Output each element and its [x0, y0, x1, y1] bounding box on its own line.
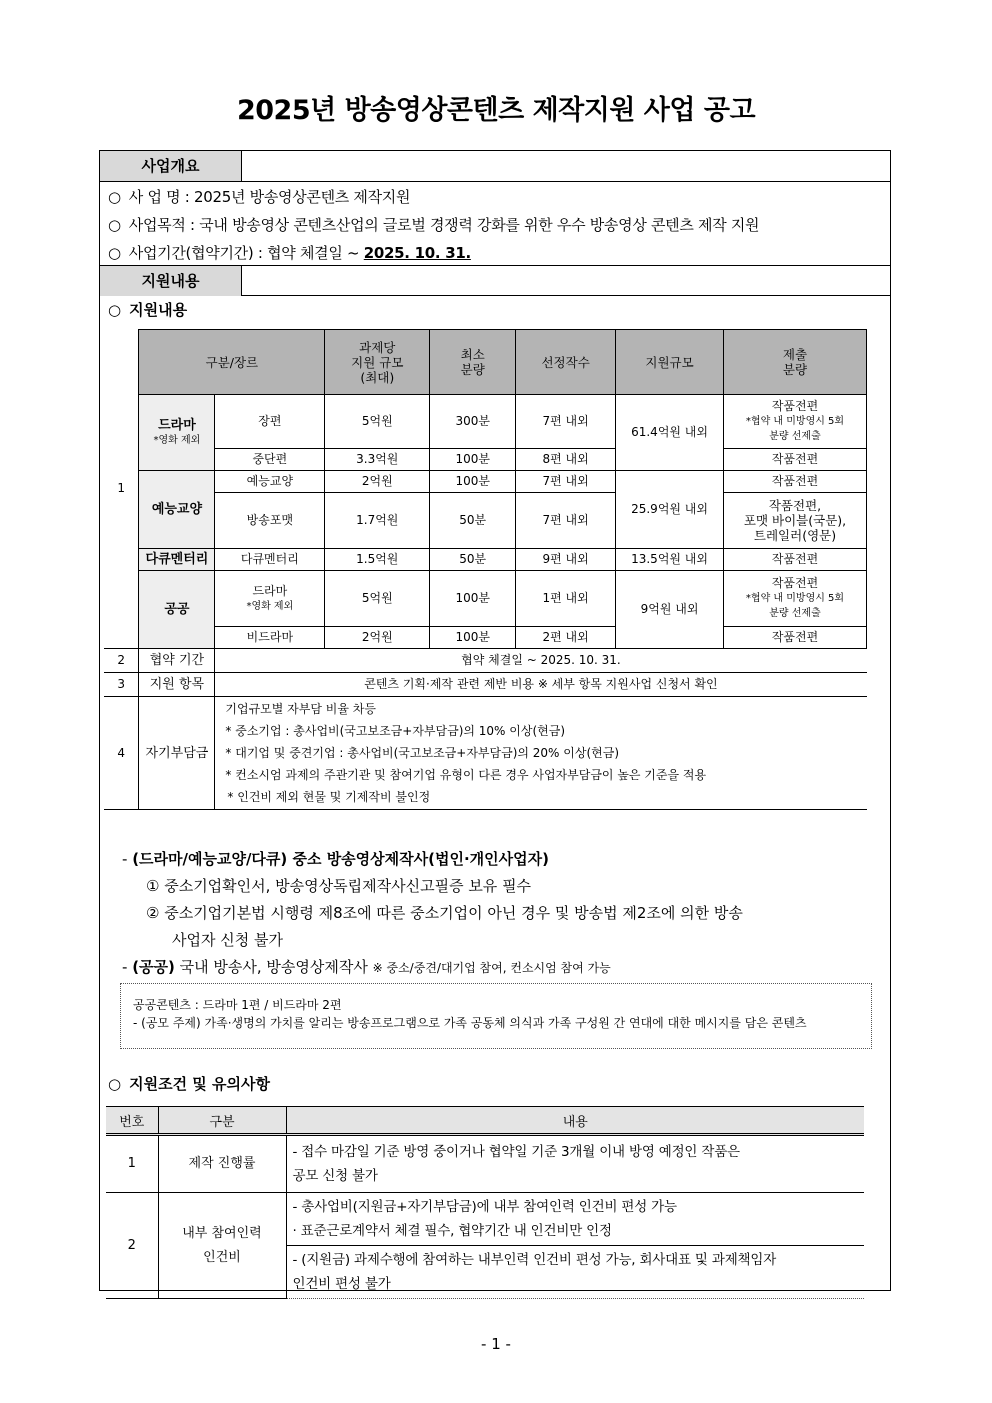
public-content-box: 공공콘텐츠 : 드라마 1편 / 비드라마 2편 - (공모 주제) 가족·생명의 가치를 알리는 방송프로그램으로 가족 공동체 의식과 가족 구성원 간 연대에 대한 메시지를 담은 콘텐츠: [120, 983, 872, 1049]
section-header-support: [100, 265, 890, 296]
table-row-period: 2 협약 기간 협약 체결일 ~ 2025. 10. 31.: [104, 649, 867, 673]
table-row: - (지원금) 과제수행에 참여하는 내부인력 인건비 편성 가능, 회사대표 및 과제책임자 인건비 편성 불가: [106, 1246, 864, 1299]
table-row: 공공 드라마 *영화 제외 5억원 100분 1편 내외 9억원 내외 작품전편 *협약 내 미방영시 5회 분량 선제출: [104, 571, 867, 627]
table-row: 드라마 *영화 제외 장편 5억원 300분 7편 내외 61.4억원 내외 작품전편 *협약 내 미방영시 5회 분량 선제출: [104, 395, 867, 449]
category-drama: 드라마 *영화 제외: [139, 395, 215, 471]
circle-bullet-icon: ○: [108, 1075, 122, 1093]
table-header-row: [104, 330, 867, 395]
document-title: 2025년 방송영상콘텐츠 제작지원 사업 공고: [236, 95, 756, 126]
page-number: - 1 -: [481, 1335, 511, 1353]
circle-bullet-icon: ○: [108, 216, 121, 234]
conditions-table: [106, 1106, 864, 1299]
col-header-min-length: 최소 분량: [430, 330, 516, 395]
period-end-date: 2025. 10. 31.: [363, 244, 471, 262]
category-variety: 예능교양: [139, 471, 215, 549]
document-frame: [99, 150, 891, 1291]
scale-variety: 25.9억원 내외: [616, 471, 724, 549]
table-row: 예능교양 예능교양 2억원 100분 7편 내외 25.9억원 내외 작품전편: [104, 471, 867, 493]
category-public: 공공: [139, 571, 215, 649]
scale-public: 9억원 내외: [616, 571, 724, 649]
support-heading: ○ 지원내용: [108, 301, 188, 319]
table-row-items: 3 지원 항목 콘텐츠 기획·제작 관련 제반 비용 ※ 세부 항목 지원사업 신청서 확인: [104, 673, 867, 697]
col-header-count: 선정작수: [516, 330, 616, 395]
circle-bullet-icon: ○: [108, 244, 121, 262]
overview-item-purpose: ○ 사업목적 : 국내 방송영상 콘텐츠산업의 글로벌 경쟁력 강화를 위한 우수 방송영상 콘텐츠 제작 지원: [108, 211, 759, 239]
col-header-genre: 구분/장르: [139, 330, 325, 395]
table-row: 2 내부 참여인력 인건비 - 총사업비(지원금+자기부담금)에 내부 참여인력 인건비 편성 가능 · 표준근로계약서 체결 필수, 협약기간 내 인건비만 인정: [106, 1193, 864, 1246]
table-row: 중단편 3.3억원 100분 8편 내외 작품전편: [104, 449, 867, 471]
support-table: [104, 329, 867, 810]
section-label-support: 지원내용: [100, 266, 242, 296]
overview-list: [108, 183, 759, 267]
table-row: 1 제작 진행률 - 접수 마감일 기준 방영 중이거나 협약일 기준 3개월 이내 방영 예정인 작품은 공모 신청 불가: [106, 1135, 864, 1193]
table-header-row: 번호 구분 내용: [106, 1107, 864, 1135]
table-row: 방송포맷 1.7억원 50분 7편 내외 작품전편, 포맷 바이블(국문), 트레일러(영문): [104, 493, 867, 549]
col-header-budget: 과제당 지원 규모 (최대): [325, 330, 430, 395]
eligibility-section: - (드라마/예능교양/다큐) 중소 방송영상제작사(법인·개인사업자) ① 중소기업확인서, 방송영상독립제작사신고필증 보유 필수 ② 중소기업기본법 시행령 제8조에 따른 중소기업이 아닌 경우 및 방송법 제2조에 의한 방송 사업자 신청 불가 - (공공) 국내 방송사, 방송영상제작사 ※ 중소/중견/대기업 참여, 컨소시엄 참여 가능: [122, 850, 743, 976]
section-header-overview: [100, 151, 890, 182]
col-header-submit: 제출 분량: [724, 330, 867, 395]
table-row: 다큐멘터리 다큐멘터리 1.5억원 50분 9편 내외 13.5억원 내외 작품전편: [104, 549, 867, 571]
scale-docu: 13.5억원 내외: [616, 549, 724, 571]
scale-drama: 61.4억원 내외: [616, 395, 724, 471]
col-header-scale: 지원규모: [616, 330, 724, 395]
circle-bullet-icon: ○: [108, 301, 122, 319]
table-row: 비드라마 2억원 100분 2편 내외 작품전편: [104, 627, 867, 649]
circle-bullet-icon: ○: [108, 188, 121, 206]
table-row-self-burden: 4 자기부담금 기업규모별 자부담 비율 차등 * 중소기업 : 총사업비(국고보조금+자부담금)의 10% 이상(현금) * 대기업 및 중견기업 : 총사업비(국고보조금+자부담금)의 20% 이상(현금) * 컨소시엄 과제의 주관기관 및 참여기업 유형이 다른 경우 사업자부담금이 높은 기준을 적용 * 인건비 제외 현물 및 기제작비 불인정: [104, 697, 867, 810]
self-burden-details: 기업규모별 자부담 비율 차등 * 중소기업 : 총사업비(국고보조금+자부담금)의 10% 이상(현금) * 대기업 및 중견기업 : 총사업비(국고보조금+자부담금)의 20% 이상(현금) * 컨소시엄 과제의 주관기관 및 참여기업 유형이 다른 경우 사업자부담금이 높은 기준을 적용 * 인건비 제외 현물 및 기제작비 불인정: [215, 697, 867, 810]
section-label-overview: 사업개요: [100, 151, 242, 181]
row-number: 1: [104, 330, 139, 649]
overview-item-name: ○ 사 업 명 : 2025년 방송영상콘텐츠 제작지원: [108, 183, 759, 211]
conditions-heading: ○ 지원조건 및 유의사항: [108, 1075, 270, 1093]
category-docu: 다큐멘터리: [139, 549, 215, 571]
overview-item-period: ○ 사업기간(협약기간) : 협약 체결일 ~ 2025. 10. 31.: [108, 239, 759, 267]
